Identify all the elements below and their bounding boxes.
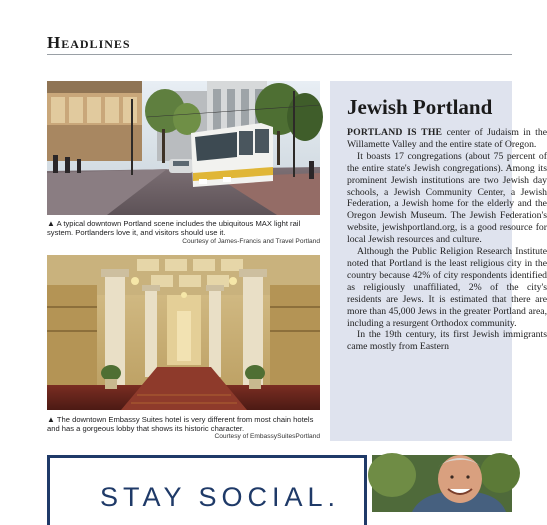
caption-marker-icon: ▲ bbox=[47, 415, 55, 424]
sidebar-lead-in: PORTLAND IS THE bbox=[347, 127, 443, 138]
caption-text: A typical downtown Portland scene includes the ubiquitous MAX light rail system. Portlanders love it, and visitors should use it. bbox=[47, 219, 301, 237]
jewish-portland-sidebar bbox=[330, 81, 547, 441]
section-title: Headlines bbox=[47, 33, 131, 52]
section-divider bbox=[47, 54, 512, 55]
sidebar-body bbox=[347, 127, 547, 353]
sidebar-paragraph-text: center of Judaism in the Willamette Valley and the entire state of Oregon. bbox=[347, 127, 547, 150]
sidebar-title: Jewish Portland bbox=[347, 95, 493, 119]
caption-marker-icon: ▲ bbox=[47, 219, 55, 228]
sidebar-paragraph: In the 19th century, its first Jewish immigrants came mostly from Eastern bbox=[347, 329, 547, 353]
photo-caption bbox=[47, 219, 322, 237]
sidebar-paragraph bbox=[347, 127, 547, 151]
sidebar-paragraph: Although the Public Religion Research Institute noted that Portland is the least religious city in the country because 42% of city respondents identified as religiously unaffiliated, 2% of the city's residents are Jews. It is estimated that there are more than 45,000 Jews in the greater Portland area, including a resurgent Orthodox community. bbox=[347, 246, 547, 329]
max-light-rail-photo bbox=[47, 81, 320, 215]
caption-text: The downtown Embassy Suites hotel is very different from most chain hotels and has a gorgeous lobby that shows its historic character. bbox=[47, 415, 314, 433]
stay-social-heading: STAY SOCIAL. bbox=[100, 482, 341, 512]
hotel-lobby-photo bbox=[47, 255, 320, 410]
photo-credit: Courtesy of EmbassySuitesPortland bbox=[214, 433, 320, 440]
sidebar-paragraph: It boasts 17 congregations (about 75 percent of the entire state's Jewish congregations). Among its prominent Jewish institutions are two Jewish day schools, a Jewish Community Center, a Jewish Federation, a Jewish home for the elderly and the Oregon Jewish Museum. The Jewish Federation's website, jewishportland.org, is a good resource for local Jewish resources and culture. bbox=[347, 150, 547, 246]
photo-credit: Courtesy of James-Francis and Travel Portland bbox=[182, 238, 320, 245]
smiling-man-photo bbox=[372, 455, 512, 512]
stay-social-ad bbox=[47, 455, 367, 525]
photo-caption bbox=[47, 415, 322, 433]
